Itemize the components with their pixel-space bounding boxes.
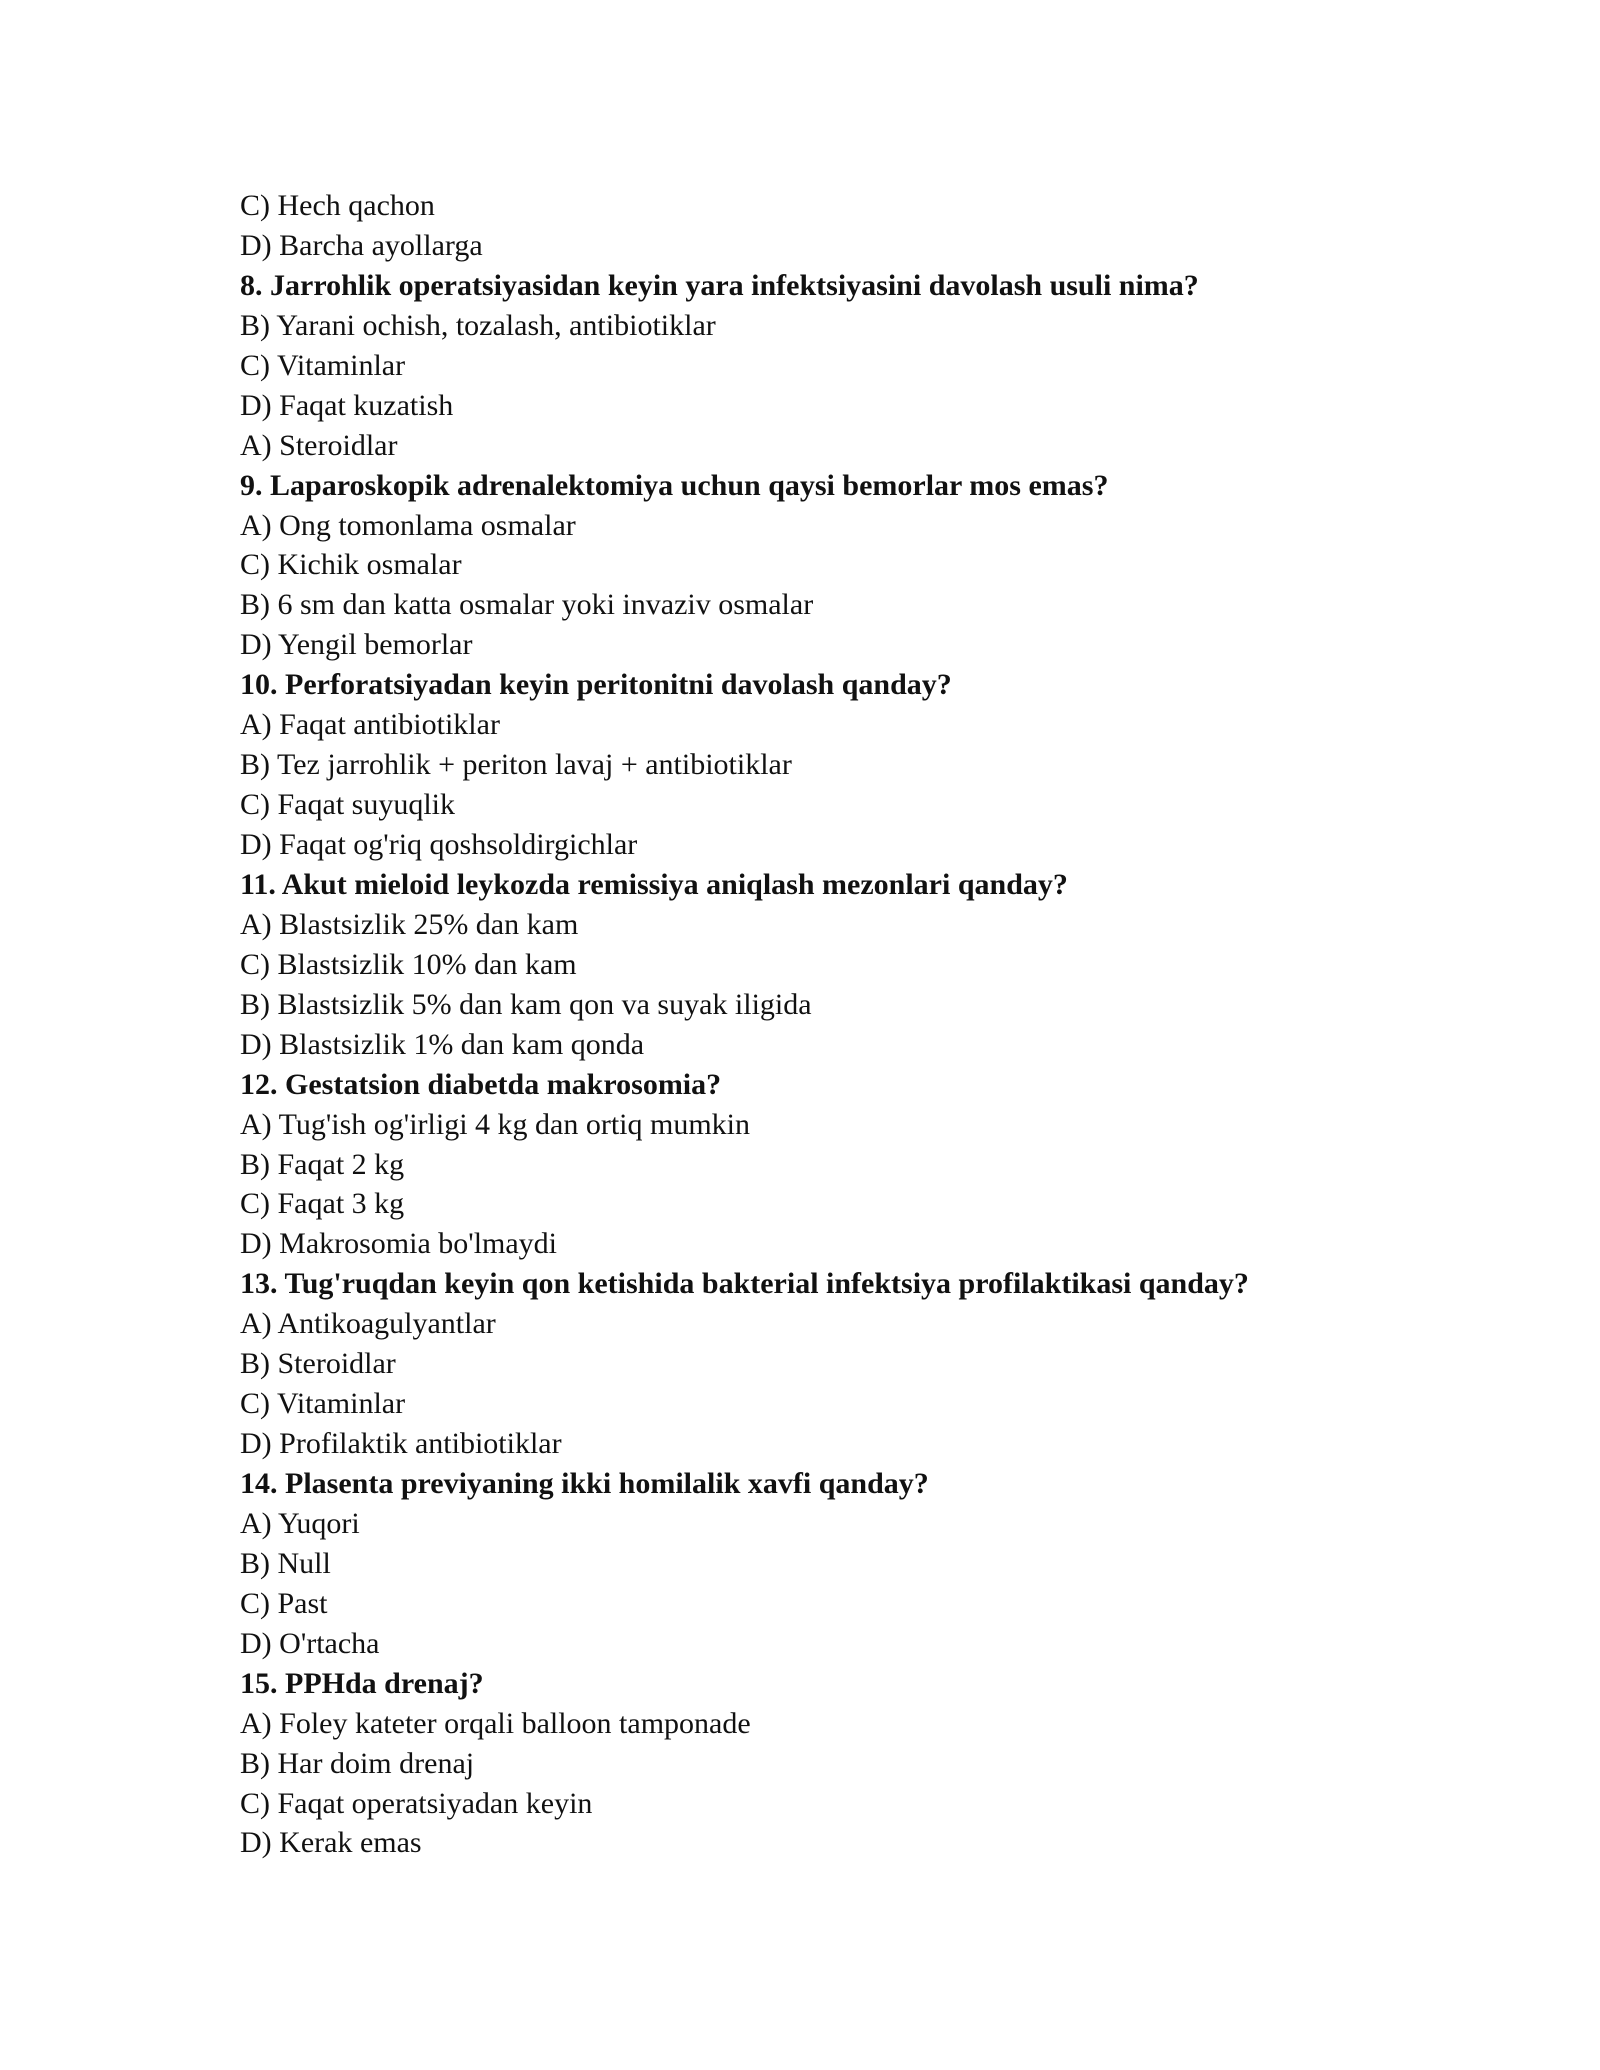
option-line: D) Faqat kuzatish <box>240 388 454 422</box>
option-line: B) 6 sm dan katta osmalar yoki invaziv osmalar <box>240 588 814 622</box>
option-line: D) Profilaktik antibiotiklar <box>240 1427 562 1461</box>
option-line: B) Blastsizlik 5% dan kam qon va suyak iligida <box>240 987 812 1021</box>
option-line: A) Yuqori <box>240 1506 360 1540</box>
option-line: A) Steroidlar <box>240 428 398 462</box>
option-line: A) Ong tomonlama osmalar <box>240 508 576 542</box>
option-line: A) Tug'ish og'irligi 4 kg dan ortiq mumkin <box>240 1107 751 1141</box>
option-line: A) Foley kateter orqali balloon tamponade <box>240 1706 751 1740</box>
option-line: C) Hech qachon <box>240 189 435 222</box>
question-title: 15. PPHda drenaj? <box>240 1666 484 1700</box>
option-line: D) Yengil bemorlar <box>240 628 473 662</box>
option-line: C) Faqat 3 kg <box>240 1187 405 1221</box>
question-title: 10. Perforatsiyadan keyin peritonitni davolash qanday? <box>240 668 952 702</box>
option-line: A) Blastsizlik 25% dan kam <box>240 907 579 941</box>
option-line: B) Faqat 2 kg <box>240 1147 405 1181</box>
option-line: D) O'rtacha <box>240 1626 380 1660</box>
option-line: D) Makrosomia bo'lmaydi <box>240 1227 558 1261</box>
option-line: B) Tez jarrohlik + periton lavaj + antibiotiklar <box>240 748 792 782</box>
option-line: C) Faqat operatsiyadan keyin <box>240 1786 593 1820</box>
option-line: C) Past <box>240 1586 328 1620</box>
option-line: C) Vitaminlar <box>240 1387 406 1421</box>
question-list <box>240 186 1420 1863</box>
question-title: 9. Laparoskopik adrenalektomiya uchun qaysi bemorlar mos emas? <box>240 468 1109 502</box>
option-line: C) Vitaminlar <box>240 348 406 382</box>
option-line: B) Null <box>240 1546 331 1580</box>
option-line: C) Blastsizlik 10% dan kam <box>240 947 577 981</box>
question-title: 14. Plasenta previyaning ikki homilalik xavfi qanday? <box>240 1467 929 1500</box>
option-line: C) Kichik osmalar <box>240 548 462 582</box>
question-title: 11. Akut mieloid leykozda remissiya aniqlash mezonlari qanday? <box>240 867 1068 901</box>
option-line: D) Barcha ayollarga <box>240 228 483 262</box>
question-title: 8. Jarrohlik operatsiyasidan keyin yara infektsiyasini davolash usuli nima? <box>240 268 1199 302</box>
option-line: A) Faqat antibiotiklar <box>240 708 500 742</box>
option-line: D) Faqat og'riq qoshsoldirgichlar <box>240 828 638 861</box>
option-line: B) Steroidlar <box>240 1347 396 1381</box>
option-line: B) Yarani ochish, tozalash, antibiotiklar <box>240 308 716 342</box>
option-line: C) Faqat suyuqlik <box>240 788 455 822</box>
option-line: D) Blastsizlik 1% dan kam qonda <box>240 1027 645 1061</box>
option-line: A) Antikoagulyantlar <box>240 1307 496 1341</box>
question-title: 13. Tug'ruqdan keyin qon ketishida bakterial infektsiya profilaktikasi qanday? <box>240 1267 1249 1301</box>
option-line: B) Har doim drenaj <box>240 1746 475 1780</box>
option-line: D) Kerak emas <box>240 1826 422 1860</box>
question-title: 12. Gestatsion diabetda makrosomia? <box>240 1067 722 1101</box>
